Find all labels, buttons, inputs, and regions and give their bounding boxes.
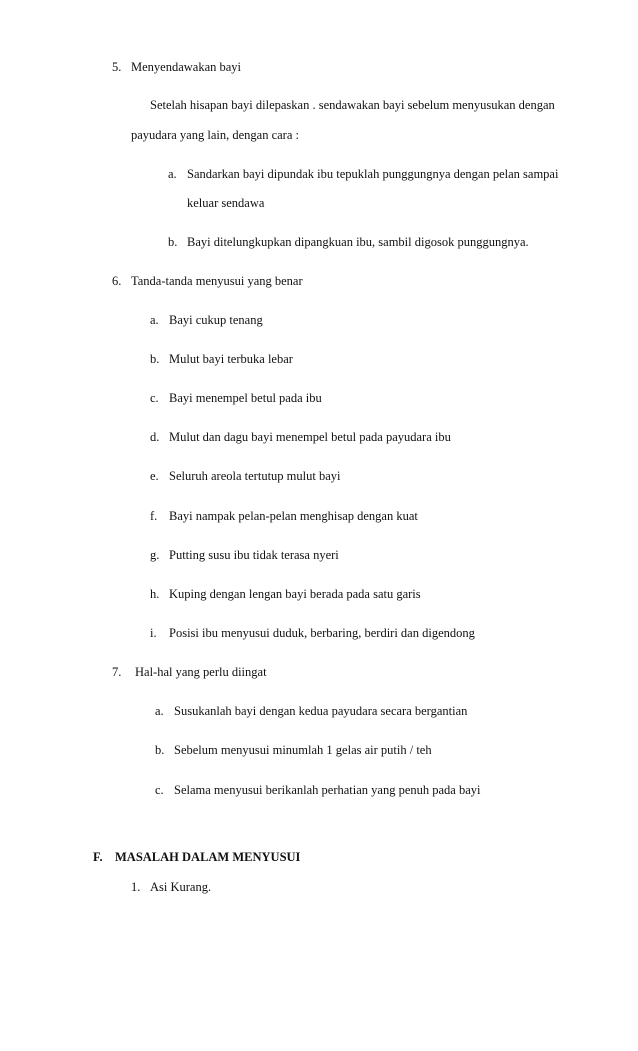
section-6-item-i-marker: i. [150, 626, 157, 640]
section-f-item-1-marker: 1. [131, 880, 141, 894]
section-6-item-b-text: Mulut bayi terbuka lebar [169, 352, 293, 366]
section-7-title: Hal-hal yang perlu diingat [135, 665, 267, 679]
section-f-marker: F. [93, 850, 103, 864]
section-7-item-a-text: Susukanlah bayi dengan kedua payudara secara bergantian [174, 704, 468, 718]
section-6-item-a-text: Bayi cukup tenang [169, 313, 263, 327]
section-7-item-b-text: Sebelum menyusui minumlah 1 gelas air putih / teh [174, 743, 432, 757]
section-5-number: 5. [112, 60, 122, 74]
section-6-item-f-marker: f. [150, 509, 158, 523]
section-6-item-e-marker: e. [150, 469, 159, 483]
section-6-item-b-marker: b. [150, 352, 160, 366]
section-7-item-c-marker: c. [155, 783, 164, 797]
section-6-item-c-marker: c. [150, 391, 159, 405]
section-7-item-a-marker: a. [155, 704, 164, 718]
section-6-title: Tanda-tanda menyusui yang benar [131, 274, 303, 288]
section-6-item-g-marker: g. [150, 548, 160, 562]
section-5-item-a-line-2: keluar sendawa [187, 196, 265, 210]
section-5-item-a-marker: a. [168, 167, 177, 181]
section-7-item-b-marker: b. [155, 743, 165, 757]
section-6-item-a-marker: a. [150, 313, 159, 327]
section-7-number: 7. [112, 665, 122, 679]
section-5-item-b-text: Bayi ditelungkupkan dipangkuan ibu, sambil digosok punggungnya. [187, 235, 529, 249]
section-6-item-d-marker: d. [150, 430, 160, 444]
section-6-number: 6. [112, 274, 122, 288]
section-6-item-d-text: Mulut dan dagu bayi menempel betul pada payudara ibu [169, 430, 451, 444]
section-f-heading: MASALAH DALAM MENYUSUI [115, 850, 301, 864]
section-6-item-f-text: Bayi nampak pelan-pelan menghisap dengan kuat [169, 509, 418, 523]
section-6-item-g-text: Putting susu ibu tidak terasa nyeri [169, 548, 339, 562]
section-6-item-h-text: Kuping dengan lengan bayi berada pada satu garis [169, 587, 421, 601]
section-7-item-c-text: Selama menyusui berikanlah perhatian yang penuh pada bayi [174, 783, 481, 797]
section-6-item-e-text: Seluruh areola tertutup mulut bayi [169, 469, 341, 483]
section-5-item-b-marker: b. [168, 235, 178, 249]
section-6-item-h-marker: h. [150, 587, 160, 601]
section-5-paragraph-line-2: payudara yang lain, dengan cara : [131, 128, 299, 142]
section-6-item-c-text: Bayi menempel betul pada ibu [169, 391, 322, 405]
section-5-title: Menyendawakan bayi [131, 60, 242, 74]
section-5-paragraph-line-1: Setelah hisapan bayi dilepaskan . sendawakan bayi sebelum menyusukan dengan [150, 98, 555, 112]
section-5-item-a-line-1: Sandarkan bayi dipundak ibu tepuklah punggungnya dengan pelan sampai [187, 167, 559, 181]
section-6-item-i-text: Posisi ibu menyusui duduk, berbaring, berdiri dan digendong [169, 626, 475, 640]
section-f-item-1-text: Asi Kurang. [150, 880, 212, 894]
